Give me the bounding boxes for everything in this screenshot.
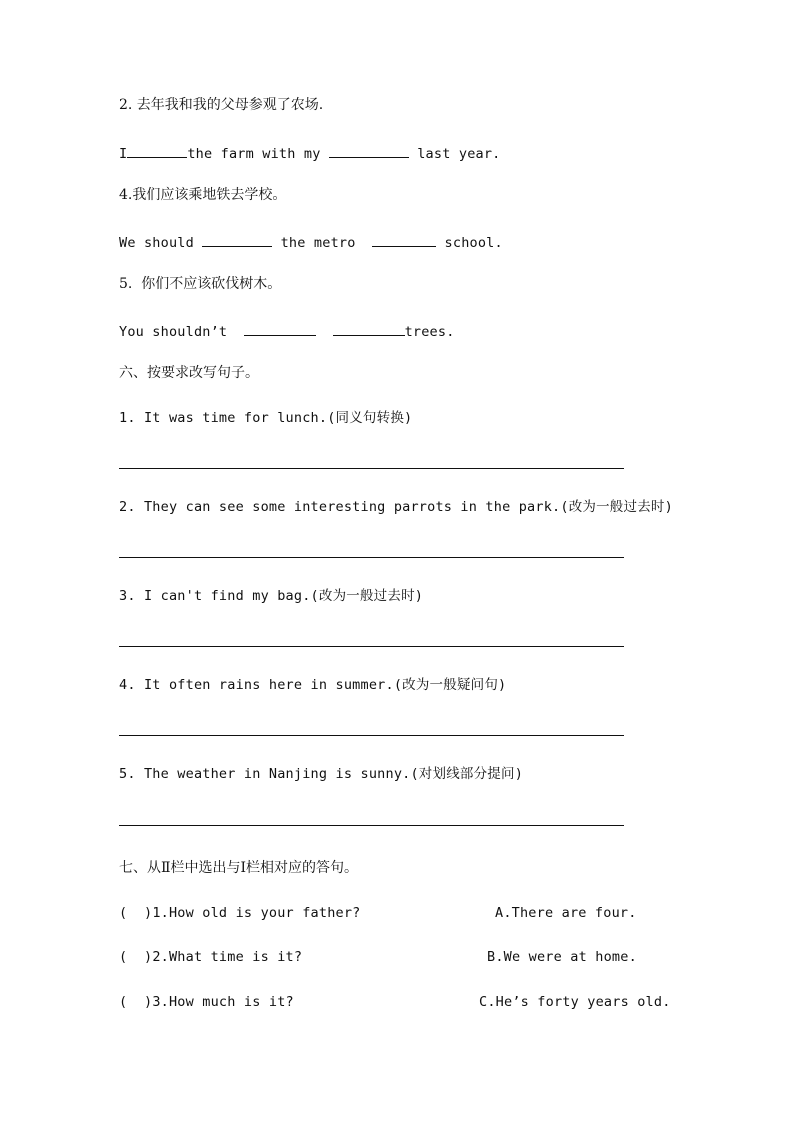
answer-line[interactable] [119,557,624,558]
answer-blank[interactable] [244,321,316,336]
answer-blank[interactable] [372,232,436,247]
sentence-part: the metro [272,235,373,251]
rewrite-item-3: 3. I can't find my bag.(改为一般过去时) [119,588,424,604]
match-row-3 [119,993,294,1011]
sentence-part: I [119,146,128,162]
answer-bracket[interactable]: ( ) [119,905,153,921]
match-question: 1.How old is your father? [152,905,361,921]
match-row-1 [119,904,361,922]
sentence-part: You shouldn’t [119,324,244,340]
question-4-chinese: 4.我们应该乘地铁去学校。 [119,187,287,203]
question-5-chinese: 5. 你们不应该砍伐树木。 [119,276,282,292]
sentence-part: We should [119,235,203,251]
match-answer-b: B.We were at home. [487,949,637,965]
sentence-part: trees. [404,324,455,340]
rewrite-item-4: 4. It often rains here in summer.(改为一般疑问句) [119,677,507,693]
section-7-title: 七、从Ⅱ栏中选出与Ⅰ栏相对应的答句。 [119,860,359,876]
match-answer-a: A.There are four. [495,905,637,921]
answer-line[interactable] [119,646,624,647]
sentence-part: the farm with my [187,146,329,162]
match-answer-c: C.He’s forty years old. [479,994,671,1010]
question-5-english [119,321,455,341]
sentence-part: last year. [408,146,501,162]
section-6-title: 六、按要求改写句子。 [119,365,259,381]
answer-bracket[interactable]: ( ) [119,994,153,1010]
answer-blank[interactable] [127,143,187,158]
match-question: 2.What time is it? [152,949,303,965]
answer-blank[interactable] [202,232,272,247]
match-question: 3.How much is it? [152,994,294,1010]
answer-line[interactable] [119,468,624,469]
question-2-chinese: 2. 去年我和我的父母参观了农场. [119,97,324,113]
rewrite-item-1: 1. It was time for lunch.(同义句转换) [119,410,413,426]
answer-blank[interactable] [333,321,405,336]
match-row-2 [119,948,302,966]
rewrite-item-2: 2. They can see some interesting parrots in the park.(改为一般过去时) [119,499,673,515]
sentence-part: school. [436,235,503,251]
sentence-part [316,324,333,340]
answer-line[interactable] [119,825,624,826]
question-4-english [119,232,503,252]
rewrite-item-5: 5. The weather in Nanjing is sunny.(对划线部分提问) [119,766,524,782]
answer-line[interactable] [119,735,624,736]
answer-bracket[interactable]: ( ) [119,949,153,965]
answer-blank[interactable] [329,143,409,158]
question-2-english [119,143,501,163]
